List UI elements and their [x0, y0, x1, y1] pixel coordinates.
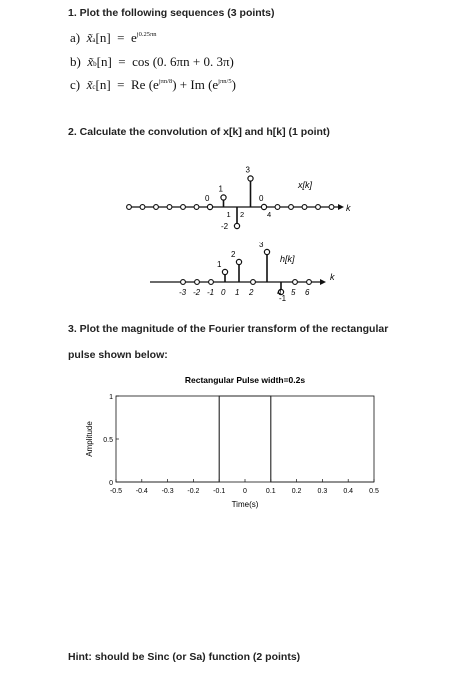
- h-axis-arrow: [320, 279, 326, 285]
- chart-x-label: Time(s): [231, 500, 259, 509]
- x-stem-marker: [207, 204, 212, 209]
- x-zero-sample: [302, 205, 307, 210]
- q1-c-re: Re (e: [131, 77, 159, 92]
- h-zero-sample: [293, 280, 298, 285]
- x-stem-value-label: 1: [218, 184, 223, 194]
- h-stem-value-label: -1: [279, 294, 287, 303]
- h-zero-sample: [251, 280, 256, 285]
- chart-x-tick-label: 0.3: [317, 488, 328, 495]
- h-stem-marker: [222, 269, 227, 274]
- h-zero-sample: [181, 280, 186, 285]
- q1-b-rhs: cos (0. 6πn + 0. 3π): [132, 54, 234, 69]
- chart-title: Rectangular Pulse width=0.2s: [184, 375, 306, 385]
- h-stem-marker: [264, 249, 269, 254]
- x-stem-marker: [261, 204, 266, 209]
- q1-b-sub: b: [93, 60, 97, 68]
- x-zero-sample: [127, 205, 132, 210]
- chart-plot-area: [116, 396, 374, 482]
- q1-c-arg: [n]: [95, 77, 111, 92]
- q2-title: 2. Calculate the convolution of x[k] and h[k] (1 point): [68, 126, 330, 138]
- x-plot-name: x[k]: [298, 180, 313, 190]
- h-tick-label: -2: [193, 288, 201, 297]
- x-stem-value-label: 0: [259, 194, 264, 203]
- x-stem-marker: [221, 195, 226, 200]
- x-zero-sample: [181, 205, 186, 210]
- q1-a-label: a): [70, 30, 81, 45]
- chart-x-tick-label: -0.2: [187, 488, 200, 495]
- q1-a-arg: [n]: [95, 30, 111, 45]
- h-tick-label: -3: [179, 288, 187, 297]
- h-tick-label: 6: [305, 288, 310, 297]
- q1-b-arg: [n]: [96, 54, 112, 69]
- chart-x-tick-label: 0.1: [265, 488, 276, 495]
- chart-x-tick-label: 0.5: [369, 488, 379, 495]
- x-zero-sample: [275, 205, 280, 210]
- x-zero-sample: [194, 205, 199, 210]
- chart-series-line: [116, 396, 374, 482]
- q1-c-label: c): [70, 77, 81, 92]
- chart-x-tick-label: 0.2: [291, 488, 302, 495]
- q1-eq-c: c) x̃c[n] = Re $(e^{j\pi n/8}) + Im$ $(e^{j\pi n/5})$: [70, 77, 236, 92]
- chart-x-tick-label: 0.4: [343, 488, 354, 495]
- q1-c-re-close: ) + Im (e: [172, 77, 219, 92]
- h-stem-value-label: 1: [217, 260, 222, 269]
- q1-c-sub: c: [92, 83, 96, 91]
- h-stem-value-label: 2: [231, 250, 236, 259]
- h-zero-sample: [209, 280, 214, 285]
- q1-a-sub: a: [92, 36, 96, 44]
- h-tick-label: 4: [277, 288, 282, 297]
- h-tick-label: 2: [249, 288, 254, 297]
- q3-hint: Hint: should be Sinc (or Sa) function (2 points): [68, 651, 301, 663]
- x-stem-marker: [234, 223, 239, 228]
- q1-a-exp: j0.25πn: [136, 31, 157, 38]
- chart-y-tick-label: 1: [109, 394, 113, 401]
- q1-c-eq: =: [117, 77, 125, 92]
- x-stem-value-label: 3: [245, 165, 250, 175]
- h-tick-label: 5: [291, 288, 296, 297]
- chart-x-tick-label: -0.5: [109, 488, 123, 495]
- q1-b-label: b): [70, 54, 81, 69]
- x-stem-value-label: 0: [205, 194, 210, 203]
- q1-title: 1. Plot the following sequences (3 points): [68, 7, 275, 19]
- x-axis-arrow: [338, 204, 344, 210]
- h-axis-var-label: k: [330, 272, 335, 282]
- x-tick-label: 4: [267, 210, 272, 219]
- x-zero-sample: [167, 205, 172, 210]
- h-plot-name: h[k]: [280, 254, 295, 264]
- q1-c-im-close: ): [231, 77, 236, 92]
- h-tick-label: 0: [221, 288, 226, 297]
- q1-b-eq: =: [118, 54, 126, 69]
- q1-eq-b: b) x̃b[n] = cos (0. 6πn + 0. 3π): [70, 54, 234, 69]
- chart-y-tick-label: 0.5: [103, 437, 113, 444]
- chart-y-tick-label: 0: [109, 480, 113, 487]
- h-stem-marker: [236, 259, 241, 264]
- x-axis-var-label: k: [346, 203, 351, 213]
- x-stem-marker: [248, 176, 253, 181]
- x-tick-label: 1: [226, 210, 231, 219]
- q3-title-line1: 3. Plot the magnitude of the Fourier transform of the rectangular: [68, 323, 389, 335]
- chart-x-tick-label: -0.1: [213, 488, 226, 495]
- chart-x-tick-label: -0.4: [135, 488, 148, 495]
- x-k-stem-plot: [120, 150, 360, 245]
- h-tick-label: 1: [235, 288, 240, 297]
- x-zero-sample: [316, 205, 321, 210]
- q1-c-im-exp: jπn/5: [218, 78, 232, 85]
- x-zero-sample: [329, 205, 334, 210]
- q3-title-line2: pulse shown below:: [68, 349, 168, 361]
- q1-a-eq: =: [117, 30, 125, 45]
- q1-a-base: e: [131, 30, 137, 45]
- rect-pulse-chart: [80, 368, 390, 520]
- h-zero-sample: [307, 280, 312, 285]
- chart-y-label: Amplitude: [85, 421, 94, 457]
- x-zero-sample: [289, 205, 294, 210]
- x-tick-label: 2: [240, 210, 245, 219]
- q1-eq-a: a) x̃a[n] = $e^{j0.25\pi n}$: [70, 30, 157, 45]
- chart-x-tick-label: -0.3: [161, 488, 174, 495]
- x-zero-sample: [140, 205, 145, 210]
- chart-x-tick-label: 0: [243, 488, 247, 495]
- h-k-stem-plot: [130, 242, 360, 320]
- h-tick-label: -1: [207, 288, 215, 297]
- x-stem-value-label: -2: [221, 222, 229, 231]
- h-zero-sample: [195, 280, 200, 285]
- x-zero-sample: [154, 205, 159, 210]
- q1-c-re-exp: jπn/8: [158, 78, 173, 85]
- h-stem-value-label: 3: [259, 242, 264, 249]
